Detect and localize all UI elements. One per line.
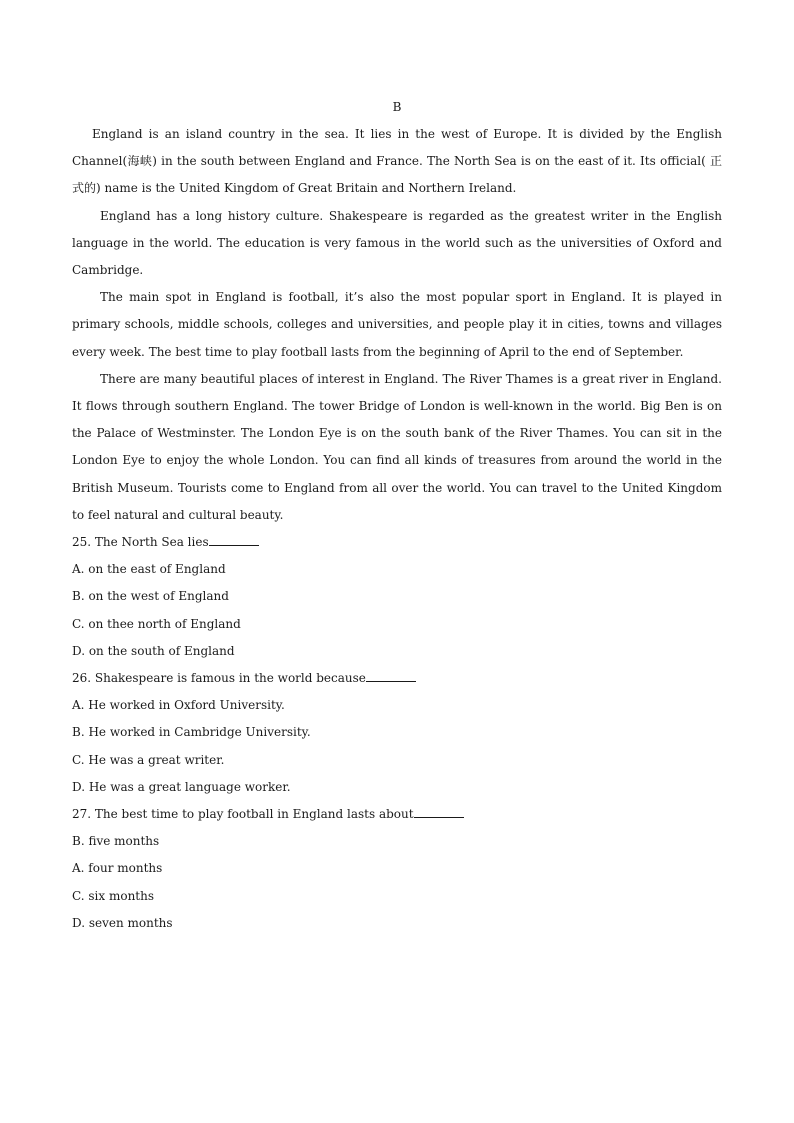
option-item: B. on the west of England: [72, 589, 229, 604]
question-stem: [72, 529, 722, 556]
option-item: A. He worked in Oxford University.: [72, 698, 285, 713]
passage-paragraph-1: England is an island country in the sea. It lies in the west of Europe. It is divided by the English Channel(海峡) in the south between England and France. The North Sea is on the east of it. Its official( 正式的) name is the United Kingdom of Great Britain and Northern Ireland.: [72, 127, 722, 196]
section-label: B: [392, 100, 402, 114]
answer-blank: [366, 669, 416, 682]
option-item: C. He was a great writer.: [72, 752, 225, 767]
document-page: [72, 96, 722, 937]
question-25-stem: 25. The North Sea lies: [72, 535, 209, 550]
question-25: [72, 529, 722, 665]
option-item: C. six months: [72, 888, 155, 903]
option-item: D. He was a great language worker.: [72, 779, 291, 794]
option-item: D. seven months: [72, 915, 173, 930]
question-stem: [72, 801, 722, 828]
question-26-stem: 26. Shakespeare is famous in the world because: [72, 671, 366, 686]
passage-paragraph-2: England has a long history culture. Shakespeare is regarded as the greatest writer in the English language in the world. The education is very famous in the world such as the universities of Oxford and Cambridge.: [72, 208, 722, 278]
question-stem: [72, 665, 722, 692]
question-27-stem: 27. The best time to play football in England lasts about: [72, 807, 414, 822]
question-26: [72, 665, 722, 801]
option-item: C. on thee north of England: [72, 616, 241, 631]
option-item: B. five months: [72, 834, 160, 849]
answer-blank: [209, 533, 259, 546]
answer-blank: [414, 805, 464, 818]
option-item: A. on the east of England: [72, 562, 226, 577]
question-27: [72, 801, 722, 937]
passage-paragraph-3: The main spot in England is football, it’s also the most popular sport in England. It is played in primary schools, middle schools, colleges and universities, and people play it in cities, towns and villages every week. The best time to play football lasts from the beginning of April to the end of September.: [72, 290, 722, 359]
option-item: B. He worked in Cambridge University.: [72, 725, 311, 740]
option-item: D. on the south of England: [72, 643, 235, 658]
option-item: A. four months: [72, 861, 163, 876]
passage-paragraph-4: There are many beautiful places of interest in England. The River Thames is a great river in England. It flows through southern England. The tower Bridge of London is well-known in the world. Big Ben is on the Palace of Westminster. The London Eye is on the south bank of the River Thames. You can sit in the London Eye to enjoy the whole London. You can find all kinds of treasures from around the world in the British Museum. Tourists come to England from all over the world. You can travel to the United Kingdom to feel natural and cultural beauty.: [72, 371, 722, 522]
